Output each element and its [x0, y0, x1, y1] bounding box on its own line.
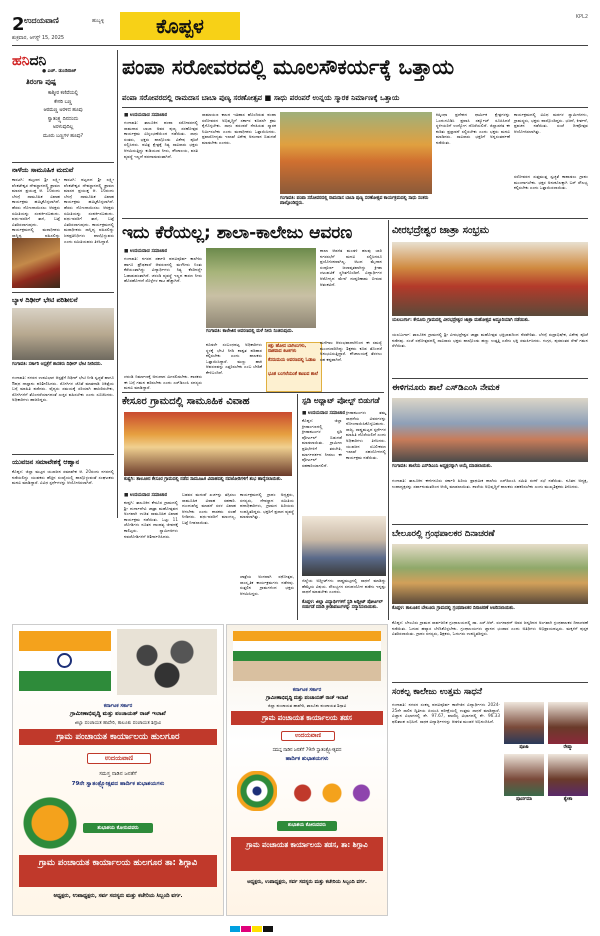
leaders-portrait	[117, 629, 217, 695]
lead-body: ಕಿಷ್ಕಿಂಧಾ ಪ್ರದೇಶದ ಧಾರ್ಮಿಕ ಕ್ಷೇತ್ರಗಳನ್ನು ಒಂದುಗೂಡಿಸಿ ಪ್ರವಾಸಿ ಸರ್ಕ್ಯೂಟ್ ರೂಪಿಸಿದರೆ ಸ್ಥಳೀಯರಿಗೆ ಉದ್ಯೋಗ ದೊರೆಯಲಿದೆ. ಜಿಲ್ಲಾಡಳಿತ ಈ ಕುರಿತು ಪ್ರಸ್ತಾವನೆ ಸಲ್ಲಿಸಬೇಕು ಎಂದು ಭಕ್ತರು ಮನವಿ ಮಾಡಿದರು. ಸಾವಿರಾರು ಭಕ್ತರಿಗೆ ಅನ್ನಸಂತರ್ಪಣೆ ನಡೆಯಿತು.	[436, 112, 510, 145]
bullet-item: ಕಿತ್ತು ಹೋದ ಬಾಗಿಲುಗಳು, ನಾಶವಾದ ಕಿಟಕಿಗಳು	[268, 344, 307, 355]
flowers-graphic	[283, 775, 381, 811]
library-photo-caption: ಕೊಪ್ಪಳ: ತಾಲೂಕಿನ ಬೇಲೂರು ಗ್ರಾಮದಲ್ಲಿ ಗ್ರಂಥಪಾಲಕರ ದಿನಾಚರಣೆ ಆಚರಿಸಲಾಯಿತು.	[392, 606, 515, 611]
advertisement-tadas	[226, 624, 388, 916]
divider	[122, 218, 588, 219]
byline: ■ ಉದಯವಾಣಿ ಸಮಾಚಾರ	[302, 411, 346, 416]
story-body: ಗಂಗಾವತಿ: ನಗರದ ಉಪವಿಭಾಗ ಆಸ್ಪತ್ರೆಗೆ ದಿಢೀರ್ ಭೇಟಿ ನೀಡಿ ಸ್ವಚ್ಛತೆ ಹಾಗೂ ಔಷಧ ದಾಸ್ತಾನು ಪರಿಶೀಲಿಸಿದರು. ರೋಗಿಗಳ ಜೊತೆ ಮಾತನಾಡಿ ಚಿಕಿತ್ಸೆಯ ಬಗ್ಗೆ ಮಾಹಿತಿ ಪಡೆದರು. ವೈದ್ಯರು ಸಮಯಕ್ಕೆ ಸರಿಯಾಗಿ ಹಾಜರಿರಬೇಕು, ರೋಗಿಗಳಿಗೆ ತೊಂದರೆಯಾಗದಂತೆ ಎಚ್ಚರ ವಹಿಸಬೇಕು ಎಂದು ಸೂಚಿಸಿದರು. ಅಧಿಕಾರಿಗಳು ಹಾಜರಿದ್ದರು.	[12, 375, 114, 403]
sports-photo-caption: ಕೊಪ್ಪಳ: ಜಿಲ್ಲಾ ವಿದ್ಯಾರ್ಥಿಗಳಿಗೆ ಸ್ಟಡಿ ಅಥ್ಲೀಟ್ ಪೋರ್ಟಲ್ ಬಿಡುಗಡೆ ಮಾಡಿ ಕ್ರೀಡಾಪಟುಗಳನ್ನು ಸನ್ಮಾನಿಸಲಾಯಿತು.	[302, 600, 383, 611]
poem-title: ತಿರಂಗಾ ಪುಷ್ಪ	[26, 78, 57, 86]
jatra-headline: ವೀರಭದ್ರೇಶ್ವರ ಜಾತ್ರಾ ಸಂಭ್ರಮ	[392, 225, 490, 236]
bullet-item: ಕೆಸರುಮಯ ಆವರಣದಲ್ಲಿ ಓಡಾಟ	[268, 358, 316, 363]
sdmc-photo-caption: ಗಂಗಾವತಿ: ಶಾಲೆಯ ಎಸ್‌ಡಿಎಂಸಿ ಅಧ್ಯಕ್ಷರನ್ನಾಗಿ ಆಯ್ಕೆ ಮಾಡಲಾಯಿತು.	[392, 464, 493, 469]
marriage-photo	[124, 412, 292, 476]
college-headline: ಇದು ಕೆರೆಯಲ್ಲ; ಶಾಲಾ-ಕಾಲೇಜು ಆವರಣ	[122, 223, 353, 243]
page-code: KPL2	[575, 14, 588, 20]
ad-footer: ಅಧ್ಯಕ್ಷರು, ಉಪಾಧ್ಯಕ್ಷರು, ಸರ್ವ ಸದಸ್ಯರು ಮತ್ತು ಕಚೇರಿಯ ಸಿಬ್ಬಂದಿ ವರ್ಗ.	[247, 879, 367, 885]
poem-line: ಕಾಶ್ಮೀರ ಕಣಿವೆಯಲ್ಲಿ	[47, 91, 78, 96]
lead-photo-caption: ಗಂಗಾವತಿ: ಪಂಪಾ ಸರೋವರದಲ್ಲಿ ರಾಮದಾಸ ಬಾಬಾ ಪುಣ್ಯ ಸರಣೋತ್ಸವ ಕಾರ್ಯಕ್ರಮದಲ್ಲಿ ಸಾಧು ಸಂತರು ಪಾಲ್ಗೊಂಡಿದ್ದರು.	[280, 196, 429, 207]
poem-line: ಕೇಸರಿ ಬಣ್ಣ	[54, 99, 72, 105]
header-rule	[12, 45, 588, 46]
byline: ■ ಉದಯವಾಣಿ ಸಮಾಚಾರ	[124, 113, 168, 118]
student-photos	[504, 702, 588, 812]
city-name: ಹುಬ್ಬಳ್ಳಿ	[92, 18, 105, 24]
byline: ■ ಉದಯವಾಣಿ ಸಮಾಚಾರ	[124, 493, 168, 498]
student-name: ಶ್ವೇತಾ	[563, 797, 573, 802]
divider	[12, 292, 114, 293]
marriage-body: ಬಡವರ ಮದುವೆ ಖರ್ಚನ್ನು ತಗ್ಗಿಸಲು ಸಾಮೂಹಿಕ ವಿವಾಹ ಸಹಕಾರಿ. ದುಂದುವೆಚ್ಚ ಮಾಡದೆ ಸರಳ ವಿವಾಹ ಆಗಬೇಕು ಎಂದು ಶಾಸಕರು ಸಲಹೆ ನೀಡಿದರು. ವಧು-ವರರಿಗೆ ಮಾಂಗಲ್ಯ, ಬಟ್ಟೆ ನೀಡಲಾಯಿತು.	[182, 492, 236, 525]
marriage-headline: ಕೇಸೂರ ಗ್ರಾಮದಲ್ಲಿ ಸಾಮೂಹಿಕ ವಿವಾಹ	[122, 396, 250, 407]
red-fort-graphic	[233, 631, 381, 681]
lead-subhead: ಪಂಪಾ ಸರೋವರದಲ್ಲಿ ರಾಮದಾಸ ಬಾಬಾ ಪುಣ್ಯ ಸರಣೋತ್ಸವ ■ ಸಾಧು ಪರಂಪರೆ ಉನ್ನಯ ಸ್ಮಾರಕ ನಿರ್ಮಾಣಕ್ಕೆ ಒತ್ತಾಯ	[122, 93, 400, 102]
sankalp-body: ಗಂಗಾವತಿ: ನಗರದ ಸಂಕಲ್ಪ ಪದವಿಪೂರ್ವ ಕಾಲೇಜಿನ ವಿದ್ಯಾರ್ಥಿಗಳು 2024-25ನೇ ಸಾಲಿನ ದ್ವಿತೀಯ ಪಿಯುಸಿ ಪರೀಕ್ಷೆಯಲ್ಲಿ ಉತ್ತಮ ಸಾಧನೆ ಮಾಡಿದ್ದಾರೆ. ವಿಜ್ಞಾನ ವಿಭಾಗದಲ್ಲಿ ಶೇ. 97.67, ವಾಣಿಜ್ಯ ವಿಭಾಗದಲ್ಲಿ ಶೇ. 96.33 ಫಲಿತಾಂಶ ಲಭಿಸಿದೆ. ಸಾಧಕ ವಿದ್ಯಾರ್ಥಿಗಳನ್ನು ಆಡಳಿತ ಮಂಡಳಿ ಅಭಿನಂದಿಸಿದೆ.	[392, 702, 500, 724]
lead-photo	[280, 112, 432, 194]
ad-title: ಗ್ರಾಮ ಪಂಚಾಯತ ಕಾರ್ಯಾಲಯ ತಡಸ	[231, 711, 383, 725]
sports-body: ಕ್ರೀಡಾಪಟುಗಳು ತಮ್ಮ ಸಾಧನೆಯ ವಿವರಗಳನ್ನು ನೋಂದಾಯಿಸಿಕೊಳ್ಳಬಹುದು. ರಾಜ್ಯ, ರಾಷ್ಟ್ರಮಟ್ಟದ ಸ್ಪರ್ಧೆಗಳ ಮಾಹಿತಿ ದೊರೆಯಲಿದೆ ಎಂದು ಅಧಿಕಾರಿಗಳು ತಿಳಿಸಿದರು. ಯುವಜನ ಸಬಲೀಕರಣ ಇಲಾಖೆ ಸಹಯೋಗದಲ್ಲಿ ಕಾರ್ಯಕ್ರಮ ನಡೆಯಿತು.	[346, 410, 386, 460]
ad-sub: ಜಿಲ್ಲಾ ಪಂಚಾಯತ ಹಾವೇರಿ, ತಾಲೂಕು ಪಂಚಾಯತ ಶಿಗ್ಗಾವಿ	[267, 703, 347, 708]
divider	[122, 107, 588, 108]
hani-title: ಹನಿ	[12, 53, 30, 69]
story-headline: ಯುವಜನ ಸಮಾವೇಶಕ್ಕೆ ಆಹ್ವಾನ	[12, 458, 80, 466]
registration-chip	[252, 926, 262, 932]
registration-chip	[263, 926, 273, 932]
flooded-campus-photo	[206, 248, 316, 328]
page-number: 2	[12, 14, 25, 35]
divider	[12, 454, 114, 455]
wedding-photo	[12, 238, 60, 288]
student-photo	[548, 754, 588, 796]
lead-headline: ಪಂಪಾ ಸರೋವರದಲ್ಲಿ ಮೂಲಸೌಕರ್ಯಕ್ಕೆ ಒತ್ತಾಯ	[122, 55, 455, 79]
ad-wish1: ಸಮಸ್ತ ನಾಡಿನ ಜನತೆಗೆ 79ನೇ ಸ್ವಾತಂತ್ರ್ಯೋತ್ಸವದ	[272, 748, 342, 753]
sports-headline: ಸ್ಪಡಿ ಅಥ್ಲಾಟ್ ಪೋಲ್ಟ್ ಬಿಡುಗಡೆ	[302, 396, 380, 405]
map-graphic	[21, 795, 79, 851]
ad-line: ಗ್ರಾಮೀಣಾಭಿವೃದ್ಧಿ ಮತ್ತು ಪಂಚಾಯತ್ ರಾಜ್ ಇಲಾಖೆ	[266, 696, 348, 701]
poem-line: ಸ್ವಾತಂತ್ರ್ಯ ದಿನದಂದು	[47, 116, 79, 122]
story-headline: ನಾಳೆಯ ಸಾಮೂಹಿಕ ಮದುವೆ	[12, 166, 74, 174]
college-body: ಚರಂಡಿ ನಿರ್ಮಾಣಕ್ಕೆ ಅನುದಾನ ಮೀಸಲಿಡಬೇಕು. ಶಾಸಕರು ಈ ಬಗ್ಗೆ ಗಮನ ಹರಿಸಬೇಕು ಎಂದು ಎಸ್‌ಡಿಎಂಸಿ ಸದಸ್ಯರು ಮನವಿ ಮಾಡಿದ್ದಾರೆ.	[124, 374, 202, 391]
college-body: ಗಂಗಾವತಿ: ನಗರದ ಸರ್ಕಾರಿ ಪದವಿಪೂರ್ವ ಕಾಲೇಜು ಹಾಗೂ ಪ್ರೌಢಶಾಲೆ ಆವರಣದಲ್ಲಿ ಮಳೆನೀರು ನಿಂತು ಕೆರೆಯಂತಾಗಿದ್ದು ವಿದ್ಯಾರ್ಥಿಗಳು ನಿತ್ಯ ಕೆಸರಿನಲ್ಲೇ ಓಡಾಡುವಂತಾಗಿದೆ. ಚರಂಡಿ ವ್ಯವಸ್ಥೆ ಇಲ್ಲದ ಕಾರಣ ನೀರು ಹೊರಹೋಗದೆ ಸೊಳ್ಳೆಗಳ ಕಾಟ ಹೆಚ್ಚಾಗಿದೆ.	[124, 256, 202, 284]
photo-caption: ಗಂಗಾವತಿ: ಸರ್ಕಾರಿ ಆಸ್ಪತ್ರೆಗೆ ಶಾಸಕರು ದಿಢೀರ್‌ ಭೇಟಿ ನೀಡಿದರು.	[12, 362, 103, 367]
poem-lines	[12, 90, 114, 141]
flag-emblem-graphic	[237, 771, 277, 811]
student-photo	[504, 702, 544, 744]
story-headline: ಬ್ಯಾಳ ದಿಢೀರ್‌ ಭೇಟಿ ಪರಿಶೀಲನೆ	[12, 296, 78, 304]
registration-chip	[241, 926, 251, 932]
story-body: ಕಾರಟಗಿ: ಪಟ್ಟಣದ ಶ್ರೀ ಲಕ್ಷ್ಮೀ ವೆಂಕಟೇಶ್ವರ ದೇವಸ್ಥಾನದಲ್ಲಿ ಶ್ರಾವಣ ಮಾಸದ ಪ್ರಯುಕ್ತ ಆ. 16ರಂದು ಬೆಳಗ್ಗೆ ಸಾಮೂಹಿಕ ವಿವಾಹ ಕಾರ್ಯಕ್ರಮ ಹಮ್ಮಿಕೊಳ್ಳಲಾಗಿದೆ. ಹೆಸರು ನೋಂದಾಯಿಸಲು ಆಸಕ್ತರು ಸಮಿತಿಯನ್ನು ಸಂಪರ್ಕಿಸಬಹುದು. ವಧು-ವರರಿಗೆ ತಾಳಿ, ಬಟ್ಟೆ ವಿತರಿಸಲಾಗುವುದು. ಕಾರ್ಯಕ್ರಮದಲ್ಲಿ ಮಠಾಧೀಶರು ಸಾನ್ನಿಧ್ಯ ವಹಿಸಲಿದ್ದು	[12, 177, 60, 238]
student-name: ರೇಷ್ಮಾ	[563, 745, 573, 750]
hospital-visit-photo	[12, 308, 114, 360]
sdmc-photo	[392, 398, 588, 462]
ad-wish-tag: ಶುಭಾಶಯ ಕೋರುವವರು	[277, 821, 337, 831]
sports-body: ಜಿಲ್ಲೆಯ ಅಥ್ಲೀಟ್‌ಗಳು ರಾಷ್ಟ್ರಮಟ್ಟದಲ್ಲಿ ಸಾಧನೆ ಮಾಡಿದ್ದು ಹೆಮ್ಮೆಯ ವಿಷಯ. ಸೌಲಭ್ಯಗಳ ಸದುಪಯೋಗ ಪಡೆದು ಇನ್ನಷ್ಟು ಸಾಧನೆ ಮಾಡಬೇಕು ಎಂದರು.	[302, 578, 386, 595]
ad-wish2: ಹಾರ್ದಿಕ ಶುಭಾಶಯಗಳು	[285, 756, 329, 762]
byline: ■ ಉದಯವಾಣಿ ಸಮಾಚಾರ	[124, 249, 168, 254]
ad-line: ಗ್ರಾಮೀಣಾಭಿವೃದ್ಧಿ ಮತ್ತು ಪಂಚಾಯತ್ ರಾಜ್ ಇಲಾಖೆ	[70, 711, 166, 717]
student-photo	[548, 702, 588, 744]
marriage-body: ಕುಷ್ಟಗಿ: ತಾಲೂಕಿನ ಕೇಸೂರ ಗ್ರಾಮದಲ್ಲಿ ಶ್ರೀ ದುರ್ಗಾದೇವಿ ಜಾತ್ರಾ ಮಹೋತ್ಸವದ ಅಂಗವಾಗಿ ಉಚಿತ ಸಾಮೂಹಿಕ ವಿವಾಹ ಕಾರ್ಯಕ್ರಮ ನಡೆಯಿತು. ಒಟ್ಟು 11 ಜೋಡಿಗಳು ನೂತನ ದಾಂಪತ್ಯ ಜೀವನಕ್ಕೆ ಕಾಲಿಟ್ಟರು. ಸ್ವಾಮೀಜಿಗಳು ನವಜೋಡಿಗಳಿಗೆ ಆಶೀರ್ವದಿಸಿದರು.	[124, 500, 178, 539]
jatra-body: ಯಲಬುರ್ಗಾ: ತಾಲೂಕಿನ ಗ್ರಾಮದಲ್ಲಿ ಶ್ರೀ ವೀರಭದ್ರೇಶ್ವರ ಜಾತ್ರಾ ಮಹೋತ್ಸವ ಭಕ್ತಿಭಾವದಿಂದ ನೆರವೇರಿತು. ಬೆಳಗ್ಗೆ ರುದ್ರಾಭಿಷೇಕ, ವಿಶೇಷ ಪೂಜೆ ನಡೆದವು. ಸಂಜೆ ರಥೋತ್ಸವದಲ್ಲಿ ಸಾವಿರಾರು ಭಕ್ತರು ಪಾಲ್ಗೊಂಡು ಹಣ್ಣು ಉತ್ತತ್ತಿ ಎಸೆದು ಭಕ್ತಿ ಸಮರ್ಪಿಸಿದರು. ಗುಗ್ಗಳ, ಪುರವಂತರ ಸೇವೆ ಗಮನ ಸೆಳೆಯಿತು.	[392, 332, 588, 349]
college-body: ಮಳೆಗಾಲ ಆರಂಭವಾದಾಗಿನಿಂದ ಈ ಸಮಸ್ಯೆ ಮುಂದುವರಿದಿದ್ದು ಶಿಕ್ಷಕರು ಕೂಡ ತೊಂದರೆ ಅನುಭವಿಸುತ್ತಿದ್ದಾರೆ. ಶೌಚಾಲಯಕ್ಕೆ ತೆರಳಲು ಸಹ ಕಷ್ಟವಾಗಿದೆ.	[320, 340, 382, 362]
jatra-photo	[392, 242, 588, 316]
ad-wish-tag: ಶುಭಾಶಯ ಕೋರುವವರು	[83, 823, 153, 833]
column-rule	[388, 220, 389, 620]
sports-photo	[302, 516, 386, 576]
lead-body: ಕಾರ್ಯಕ್ರಮದಲ್ಲಿ ವಿವಿಧ ಮಠಗಳ ಸ್ವಾಮೀಜಿಗಳು, ಗ್ರಾಮಸ್ಥರು, ಭಕ್ತರು ಪಾಲ್ಗೊಂಡಿದ್ದರು. ಭಜನೆ, ಕೀರ್ತನೆ, ಪ್ರವಚನ ನಡೆಯಿತು. ಸಂಜೆ ದೀಪೋತ್ಸವ ಆಯೋಜಿಸಲಾಗಿತ್ತು.	[514, 112, 588, 134]
ad-dept: ಕರ್ನಾಟಕ ಸರ್ಕಾರ	[292, 687, 322, 693]
flag-graphic	[19, 631, 111, 691]
ad-sub: ಜಿಲ್ಲಾ ಪಂಚಾಯತ ಹಾವೇರಿ, ತಾಲೂಕು ಪಂಚಾಯತ ಶಿಗ್ಗಾವಿ	[74, 721, 162, 726]
story-body: ಕೊಪ್ಪಳ: ಜಿಲ್ಲಾ ಮಟ್ಟದ ಯುವಜನ ಸಮಾವೇಶ ಆ. 20ರಂದು ನಗರದಲ್ಲಿ ನಡೆಯಲಿದ್ದು ಯುವಕರು ಹೆಚ್ಚಿನ ಸಂಖ್ಯೆಯಲ್ಲಿ ಪಾಲ್ಗೊಳ್ಳುವಂತೆ ಸಂಘಟಕರು ಮನವಿ ಮಾಡಿದ್ದಾರೆ. ವಿವಿಧ ಸ್ಪರ್ಧೆಗಳನ್ನು ಆಯೋಜಿಸಲಾಗಿದೆ.	[12, 469, 114, 486]
student-photo	[504, 754, 544, 796]
sankalp-headline: ಸಂಕಲ್ಪ ಕಾಲೇಜು ಉತ್ತಮ ಸಾಧನೆ	[392, 687, 482, 697]
jatra-photo-caption: ಯಲಬುರ್ಗಾ: ಕೇಸೂರು ಗ್ರಾಮದಲ್ಲಿ ವೀರಭದ್ರೇಶ್ವರ ಜಾತ್ರಾ ಮಹೋತ್ಸವ ಅದ್ದೂರಿಯಾಗಿ ನಡೆಯಿತು.	[392, 318, 530, 323]
marriage-body: ಕಾರ್ಯಕ್ರಮದಲ್ಲಿ ಗ್ರಾಪಂ ಅಧ್ಯಕ್ಷರು, ಸದಸ್ಯರು, ದೇವಸ್ಥಾನ ಸಮಿತಿಯ ಪದಾಧಿಕಾರಿಗಳು, ಗ್ರಾಮದ ಹಿರಿಯರು ಉಪಸ್ಥಿತರಿದ್ದರು. ಭಕ್ತರಿಗೆ ಪ್ರಸಾದ ವ್ಯವಸ್ಥೆ ಮಾಡಲಾಗಿತ್ತು.	[240, 492, 294, 520]
poem-line: ಮೂರು ಬಣ್ಣಗಳ ಹೂವು?	[42, 133, 84, 139]
issue-date: ಶುಕ್ರವಾರ, ಆಗಸ್ಟ್ 15, 2025	[12, 35, 65, 41]
sports-body: ಕೊಪ್ಪಳ: ಜಿಲ್ಲಾ ಕ್ರೀಡಾಂಗಣದಲ್ಲಿ ಕ್ರೀಡಾಪಟುಗಳ ಸ್ಟಡಿ ಪೋರ್ಟಲ್ ಬಿಡುಗಡೆ ಮಾಡಲಾಯಿತು. ಗ್ರಾಮೀಣ ಪ್ರತಿಭೆಗಳಿಗೆ ತರಬೇತಿ, ಮಾರ್ಗದರ್ಶನ ನೀಡಲು ಈ ಪೋರ್ಟಲ್ ಸಹಕಾರಿಯಾಗಲಿದೆ.	[302, 418, 342, 468]
ad-paper-logo: ಉದಯವಾಣಿ	[281, 731, 335, 741]
student-name: ಪೂರ್ಣಿಮಾ	[516, 797, 532, 802]
marriage-photo-caption: ಕುಷ್ಟಗಿ: ತಾಲೂಕಿನ ಕೇಸೂರ ಗ್ರಾಮದಲ್ಲಿ ನಡೆದ ಸಾಮೂಹಿಕ ವಿವಾಹದಲ್ಲಿ ನವಜೋಡಿಗಳಿಗೆ ಶುಭ ಹಾರೈಸಲಾಯಿತು.	[124, 477, 283, 482]
college-body: ಶಾಲಾ ಆಡಳಿತ ಮಂಡಳಿ ಹಲವು ಬಾರಿ ನಗರಸಭೆಗೆ ಮನವಿ ಸಲ್ಲಿಸಿದರೂ ಪ್ರಯೋಜನವಾಗಿಲ್ಲ. ಆಟದ ಮೈದಾನ ಸಂಪೂರ್ಣ ಜಲಾವೃತವಾಗಿದ್ದು ಕ್ರೀಡಾ ಚಟುವಟಿಕೆ ಸ್ಥಗಿತಗೊಂಡಿದೆ. ವಿದ್ಯಾರ್ಥಿಗಳ ಆರೋಗ್ಯದ ಮೇಲೆ ದುಷ್ಪರಿಣಾಮ ಬೀರುವ ಆತಂಕವಿದೆ.	[320, 248, 382, 287]
divider	[392, 378, 588, 379]
hani-author: ● ಎಚ್. ಡುಂಡಿರಾಜ್	[42, 69, 77, 74]
column-rule	[117, 50, 118, 518]
advertisement-hulgur	[12, 624, 224, 916]
marriage-body: ಜಾತ್ರೆಯ ಅಂಗವಾಗಿ ರಥೋತ್ಸವ, ಸಾಂಸ್ಕೃತಿಕ ಕಾರ್ಯಕ್ರಮಗಳು ನಡೆದವು. ಸುತ್ತಲಿನ ಗ್ರಾಮಗಳಿಂದ ಭಕ್ತರು ಆಗಮಿಸಿದ್ದರು.	[240, 574, 294, 596]
ad-wish1: ಸಮಸ್ತ ನಾಡಿನ ಜನತೆಗೆ	[99, 771, 137, 777]
divider	[392, 524, 588, 525]
print-registration-bar	[230, 917, 390, 923]
registration-chip	[230, 926, 240, 932]
poem-line: ಆರಮಣ್ಣ ಅರಳಿದ ಹೂವು	[43, 108, 83, 113]
library-body: ಕೊಪ್ಪಳ: ಬೇಲೂರು ಗ್ರಾಮದ ಸಾರ್ವಜನಿಕ ಗ್ರಂಥಾಲಯದಲ್ಲಿ ಡಾ. ಎಸ್.ಆರ್. ರಂಗನಾಥನ್ ಅವರ ಜನ್ಮದಿನದ ಅಂಗವಾಗಿ ಗ್ರಂಥಪಾಲಕರ ದಿನಾಚರಣೆ ನಡೆಯಿತು. ಓದುವ ಹವ್ಯಾಸ ಬೆಳೆಸಿಕೊಳ್ಳಬೇಕು. ಗ್ರಂಥಾಲಯಗಳು ಜ್ಞಾನದ ಭಂಡಾರ ಎಂದು ಅತಿಥಿಗಳು ಅಭಿಪ್ರಾಯಪಟ್ಟರು. ಮಕ್ಕಳಿಗೆ ಪುಸ್ತಕ ವಿತರಿಸಲಾಯಿತು. ಗ್ರಾಪಂ ಸದಸ್ಯರು, ಶಿಕ್ಷಕರು, ಓದುಗರು ಉಪಸ್ಥಿತರಿದ್ದರು.	[392, 620, 588, 637]
bullet-item: ಭೂತ ಬಂಗಲೆಯಂತೆ ಕಾಣುವ ಶಾಲೆ	[268, 372, 318, 377]
library-photo	[392, 544, 588, 604]
ad-office: ಗ್ರಾಮ ಪಂಚಾಯತ ಕಾರ್ಯಾಲಯ ತಡಸ, ತಾ: ಶಿಗ್ಗಾವಿ	[231, 837, 383, 871]
ad-office: ಗ್ರಾಮ ಪಂಚಾಯತ ಕಾರ್ಯಾಲಯ ಹುಲಗೂರ ತಾ: ಶಿಗ್ಗಾವಿ	[19, 855, 217, 887]
divider	[12, 162, 114, 163]
ad-title: ಗ್ರಾಮ ಪಂಚಾಯತ ಕಾರ್ಯಾಲಯ ಹುಲಗೂರ	[19, 729, 217, 745]
paper-name: ಉದಯವಾಣಿ	[24, 16, 59, 25]
student-name: ಪೂಜಾ	[519, 745, 529, 750]
dani-title: ದನಿ	[29, 53, 47, 69]
sdmc-headline: ಈಳಿಗನೂರು ಶಾಲೆ ಎಸ್‌ಡಿಎಂಸಿ ನೇಮಕ	[392, 383, 500, 393]
sdmc-body: ಗಂಗಾವತಿ: ತಾಲೂಕಿನ ಈಳಿಗನೂರು ಸರ್ಕಾರಿ ಹಿರಿಯ ಪ್ರಾಥಮಿಕ ಶಾಲೆಯ ಎಸ್‌ಡಿಎಂಸಿ ಸಮಿತಿ ರಚನೆ ಸಭೆ ನಡೆಯಿತು. ನೂತನ ಅಧ್ಯಕ್ಷ, ಉಪಾಧ್ಯಕ್ಷರನ್ನು ಸರ್ವಾನುಮತದಿಂದ ಆಯ್ಕೆ ಮಾಡಲಾಯಿತು. ಶಾಲೆಯ ಅಭಿವೃದ್ಧಿಗೆ ಪಾಲಕರು ಸಹಕರಿಸಬೇಕು ಎಂದು ಮುಖ್ಯಶಿಕ್ಷಕರು ತಿಳಿಸಿದರು.	[392, 478, 588, 489]
hani-dani-box	[12, 50, 114, 160]
college-body: ಕೂಡಲೇ ಸಂಬಂಧಪಟ್ಟ ಅಧಿಕಾರಿಗಳು ಸ್ಥಳಕ್ಕೆ ಭೇಟಿ ನೀಡಿ ಶಾಶ್ವತ ಪರಿಹಾರ ಕಲ್ಪಿಸಬೇಕು ಎಂದು ಪಾಲಕರು ಒತ್ತಾಯಿಸಿದ್ದಾರೆ. ಮಣ್ಣು ಹಾಕಿ ಆವರಣವನ್ನು ಎತ್ತರಿಸಬೇಕು ಎಂಬ ಬೇಡಿಕೆ ಕೇಳಿಬಂದಿದೆ.	[206, 342, 262, 375]
college-bullets-box	[266, 342, 322, 392]
lead-body: ಗಂಗಾವತಿ: ತಾಲೂಕಿನ ಪಂಪಾ ಸರೋವರದಲ್ಲಿ ರಾಮದಾಸ ಬಾಬಾ ಅವರ ಪುಣ್ಯ ಸರಣೋತ್ಸವ ಕಾರ್ಯಕ್ರಮ ವಿಜೃಂಭಣೆಯಿಂದ ನಡೆಯಿತು. ಸಾಧು ಸಂತರು, ಭಕ್ತರು ಪಾಲ್ಗೊಂಡು ವಿಶೇಷ ಪೂಜೆ ಸಲ್ಲಿಸಿದರು. ಪವಿತ್ರ ಕ್ಷೇತ್ರಕ್ಕೆ ನಿತ್ಯ ಸಾವಿರಾರು ಭಕ್ತರು ಆಗಮಿಸುತ್ತಿದ್ದು ಕುಡಿಯುವ ನೀರು, ಶೌಚಾಲಯ, ವಸತಿ ವ್ಯವಸ್ಥೆ ಇಲ್ಲದೆ ಪರದಾಡುವಂತಾಗಿದೆ.	[124, 120, 198, 159]
ad-wish2: 79ನೇ ಸ್ವಾತಂತ್ರ್ಯೋತ್ಸವದ ಹಾರ್ದಿಕ ಶುಭಾಶಯಗಳು	[71, 781, 165, 787]
divider	[392, 682, 588, 683]
poem-line: ಅರಳುವುದಿಲ್ಲ	[52, 125, 74, 130]
page-header	[12, 14, 588, 44]
story-body-continued: ಕಾರಟಗಿ: ಪಟ್ಟಣದ ಶ್ರೀ ಲಕ್ಷ್ಮೀ ವೆಂಕಟೇಶ್ವರ ದೇವಸ್ಥಾನದಲ್ಲಿ ಶ್ರಾವಣ ಮಾಸದ ಪ್ರಯುಕ್ತ ಆ. 16ರಂದು ಬೆಳಗ್ಗೆ ಸಾಮೂಹಿಕ ವಿವಾಹ ಕಾರ್ಯಕ್ರಮ ಹಮ್ಮಿಕೊಳ್ಳಲಾಗಿದೆ. ಹೆಸರು ನೋಂದಾಯಿಸಲು ಆಸಕ್ತರು ಸಮಿತಿಯನ್ನು ಸಂಪರ್ಕಿಸಬಹುದು. ವಧು-ವರರಿಗೆ ತಾಳಿ, ಬಟ್ಟೆ ವಿತರಿಸಲಾಗುವುದು. ಕಾರ್ಯಕ್ರಮದಲ್ಲಿ ಮಠಾಧೀಶರು ಸಾನ್ನಿಧ್ಯ ವಹಿಸಲಿದ್ದು ಜನಪ್ರತಿನಿಧಿಗಳು ಪಾಲ್ಗೊಳ್ಳುವರು ಎಂದು ಸಮಿತಿಯವರು ತಿಳಿಸಿದ್ದಾರೆ.	[64, 177, 114, 244]
college-photo-caption: ಗಂಗಾವತಿ: ಕಾಲೇಜಿನ ಆವರಣದಲ್ಲಿ ಮಳೆ ನೀರು ನಿಂತಿರುವುದು.	[206, 329, 294, 334]
section-title: ಕೊಪ್ಪಳ	[120, 12, 240, 40]
ad-footer: ಅಧ್ಯಕ್ಷರು, ಉಪಾಧ್ಯಕ್ಷರು, ಸರ್ವ ಸದಸ್ಯರು ಮತ್ತು ಕಚೇರಿಯ ಸಿಬ್ಬಂದಿ ವರ್ಗ.	[53, 893, 183, 899]
divider	[122, 392, 384, 393]
ad-paper-logo: ಉದಯವಾಣಿ	[87, 753, 151, 764]
column-rule	[297, 394, 298, 620]
lead-body: ರಾಮಾಯಣ ಕಾಲದ ಇತಿಹಾಸ ಹೊಂದಿರುವ ಪಂಪಾ ಸರೋವರದ ಅಭಿವೃದ್ಧಿಗೆ ಸರ್ಕಾರ ಕೂಡಲೇ ಕ್ರಮ ಕೈಗೊಳ್ಳಬೇಕು. ಸಾಧು ಪರಂಪರೆ ನೆನಪಿಸುವ ಸ್ಮಾರಕ ನಿರ್ಮಿಸಬೇಕು ಎಂದು ಮಠಾಧೀಶರು ಒತ್ತಾಯಿಸಿದರು. ಪ್ರವಾಸೋದ್ಯಮ ಇಲಾಖೆ ವಿಶೇಷ ಅನುದಾನ ಬಿಡುಗಡೆ ಮಾಡಬೇಕು ಎಂದರು.	[202, 112, 276, 145]
lead-body: ಸರೋವರದ ಸುತ್ತಮುತ್ತ ಸ್ವಚ್ಛತೆ ಕಾಪಾಡಲು ಗ್ರಾಪಂ ಮುಂದಾಗಬೇಕು. ಭಕ್ತರ ಅನುಕೂಲಕ್ಕಾಗಿ ಬಸ್ ಸೌಲಭ್ಯ ಕಲ್ಪಿಸಬೇಕು ಎಂದು ಒತ್ತಾಯಿಸಲಾಯಿತು.	[514, 174, 588, 191]
library-headline: ಬೇಲೂರಲ್ಲಿ ಗ್ರಂಥಪಾಲಕರ ದಿನಾಚರಣೆ	[392, 529, 495, 539]
ad-dept: ಕರ್ನಾಟಕ ಸರ್ಕಾರ	[103, 703, 133, 709]
